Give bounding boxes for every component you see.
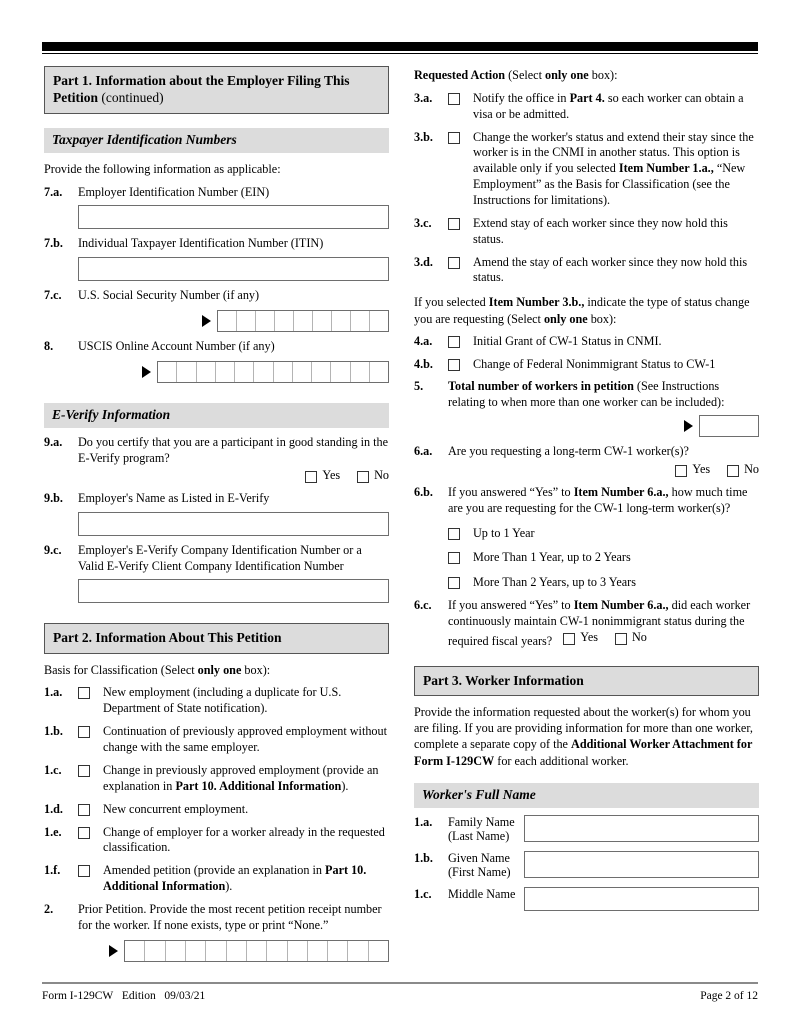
- comb-cell[interactable]: [218, 311, 237, 331]
- checkbox[interactable]: [448, 132, 460, 144]
- text-fragment-1: Part 10. Additional Information: [175, 778, 342, 793]
- text-fragment-0: Amended petition (provide an explanation in: [103, 863, 326, 878]
- item-6b-number: 6.b.: [414, 484, 433, 499]
- item-7a: [44, 185, 389, 201]
- item-5-answer-row: [414, 415, 759, 437]
- option-label: [473, 334, 759, 350]
- comb-cell[interactable]: [177, 362, 196, 382]
- text-fragment-2: indicate the type of status change you are requesting (Select: [414, 295, 750, 326]
- item-6c-no-label: No: [632, 629, 647, 644]
- everify-section-header: E-Verify Information: [44, 403, 389, 428]
- item-9a-body: [78, 435, 389, 484]
- item-8: [44, 339, 389, 355]
- comb-cell[interactable]: [158, 362, 177, 382]
- comb-cell[interactable]: [227, 941, 247, 961]
- comb-cell[interactable]: [312, 362, 331, 382]
- comb-cell[interactable]: [293, 362, 312, 382]
- option-1d: [44, 802, 389, 818]
- option-label: [103, 802, 389, 818]
- item-7c-label: U.S. Social Security Number (if any): [78, 288, 260, 303]
- text-fragment-0: Total number of workers in petition: [448, 379, 634, 394]
- comb-cell[interactable]: [370, 362, 388, 382]
- footer-edition-label: Edition: [121, 990, 156, 1002]
- text-fragment-0: Provide the information requested about the worker(s) for whom you are filing. If you are providing information for more than one worker, complete a separate copy of the: [414, 704, 753, 752]
- choice-label: More Than 1 Year, up to 2 Years: [473, 550, 631, 565]
- option-1e: [44, 825, 389, 857]
- item-7b-label: Individual Taxpayer Identification Number (ITIN): [78, 236, 324, 251]
- item-9a-yes-label: Yes: [322, 467, 341, 482]
- item-7b-number: 7.b.: [44, 236, 63, 251]
- itin-input[interactable]: [78, 257, 389, 281]
- text-fragment-1: Item Number 6.a.,: [573, 484, 669, 499]
- option-number: 1.f.: [44, 863, 61, 878]
- text-fragment-0: New employment (including a duplicate for U.S. Department of State notification).: [103, 685, 342, 716]
- worker-name-input[interactable]: [524, 815, 759, 842]
- part-3-intro: [414, 704, 759, 769]
- text-fragment-2: ).: [341, 778, 349, 793]
- worker-name-input[interactable]: [524, 887, 759, 911]
- item-9a-no-checkbox[interactable]: [357, 471, 369, 483]
- option-3d: [414, 255, 759, 287]
- item-7c-comb-row: [44, 310, 389, 332]
- text-fragment-0: New concurrent employment.: [103, 801, 249, 816]
- comb-cell[interactable]: [328, 941, 348, 961]
- option-number: 4.b.: [414, 356, 433, 371]
- item-7c-number: 7.c.: [44, 288, 62, 303]
- option-label: [103, 724, 389, 756]
- item-6c-body: [448, 598, 759, 650]
- option-3b: [414, 130, 759, 209]
- option-body: [78, 685, 389, 717]
- requested-action-heading: [414, 68, 759, 84]
- comb-cell[interactable]: [288, 941, 308, 961]
- option-label: [473, 91, 759, 123]
- option-number: 1.b.: [44, 724, 63, 739]
- item-6c: [414, 598, 759, 650]
- basis-for-classification-options: [44, 685, 389, 894]
- text-fragment-2: did each worker continuously maintain CW-1 nonimmigrant status during the required fiscal years?: [448, 598, 751, 648]
- footer-form-info: [42, 990, 205, 1002]
- checkbox[interactable]: [448, 257, 460, 269]
- taxpayer-intro: Provide the following information as applicable:: [44, 161, 281, 176]
- option-label: [103, 863, 389, 895]
- option-label: [473, 255, 759, 287]
- arrow-right-icon: [142, 366, 151, 378]
- taxpayer-section-header: Taxpayer Identification Numbers: [44, 128, 389, 153]
- item-7a-label: Employer Identification Number (EIN): [78, 184, 270, 199]
- option-body: [448, 357, 759, 373]
- option-number: 1.c.: [44, 762, 62, 777]
- prior-petition-receipt-comb-input[interactable]: [124, 940, 389, 962]
- item-6b-text: [448, 485, 759, 517]
- footer-rule: [42, 982, 758, 984]
- arrow-right-icon: [684, 420, 693, 432]
- comb-cell[interactable]: [237, 311, 256, 331]
- text-fragment-0: If you answered “Yes” to: [448, 484, 574, 499]
- item-6a-yes-label: Yes: [692, 462, 711, 477]
- option-body: [448, 255, 759, 287]
- checkbox[interactable]: [78, 765, 90, 777]
- option-body: [448, 216, 759, 248]
- checkbox[interactable]: [448, 93, 460, 105]
- comb-cell[interactable]: [247, 941, 267, 961]
- row-label-line1: Given Name: [448, 850, 510, 865]
- comb-cell[interactable]: [206, 941, 226, 961]
- part-2-header: Part 2. Information About This Petition: [44, 623, 389, 653]
- item-5-text: [448, 379, 759, 411]
- item-6a-number: 6.a.: [414, 444, 433, 459]
- row-label-line1: Family Name: [448, 815, 515, 830]
- item-9c-label: Employer's E-Verify Company Identification Number or a Valid E-Verify Client Company Identification Number: [78, 542, 362, 573]
- option-number: 1.d.: [44, 801, 63, 816]
- comb-cell[interactable]: [313, 311, 332, 331]
- option-number: 3.c.: [414, 215, 432, 230]
- text-fragment-1: Item Number 6.a.,: [573, 598, 669, 613]
- comb-cell[interactable]: [351, 311, 370, 331]
- text-fragment-2: for each additional worker.: [494, 753, 629, 768]
- left-column: [44, 66, 389, 962]
- requested-action-options: [414, 91, 759, 286]
- item-5-number: 5.: [414, 379, 424, 394]
- choice-label: Up to 1 Year: [473, 525, 535, 540]
- item-9a-number: 9.a.: [44, 435, 63, 450]
- item-9c-number: 9.c.: [44, 542, 62, 557]
- text-fragment-1: Item Number 3.b.,: [488, 295, 585, 310]
- option-3a: [414, 91, 759, 123]
- comb-cell[interactable]: [186, 941, 206, 961]
- arrow-right-icon: [202, 315, 211, 327]
- checkbox[interactable]: [448, 528, 460, 540]
- option-1c: [44, 763, 389, 795]
- comb-cell[interactable]: [331, 362, 350, 382]
- text-fragment-3: only one: [543, 311, 588, 326]
- page-top-rule: [42, 42, 758, 51]
- item-9a-yesno: [78, 468, 389, 484]
- text-fragment-0: Change in previously approved employment (provide an explanation in: [103, 762, 379, 793]
- comb-cell[interactable]: [308, 941, 328, 961]
- item-6a-label: Are you requesting a long-term CW-1 worker(s)?: [448, 444, 689, 459]
- worker-name-rows: [414, 815, 759, 911]
- item-6c-yes-checkbox[interactable]: [563, 633, 575, 645]
- option-body: [78, 802, 389, 818]
- item-6b-choices: [414, 526, 759, 592]
- comb-cell[interactable]: [166, 941, 186, 961]
- item-6b-choice-3: [448, 575, 759, 591]
- row-label-line2: (First Name): [448, 865, 511, 880]
- comb-cell[interactable]: [348, 941, 368, 961]
- footer-form-number: Form I-129CW: [42, 990, 114, 1002]
- requested-action-em: only one: [545, 68, 589, 82]
- part-2-intro: [44, 663, 389, 679]
- comb-cell[interactable]: [197, 362, 216, 382]
- item-6c-no-checkbox[interactable]: [615, 633, 627, 645]
- part-1-continued: (continued): [101, 90, 164, 106]
- page-top-rule-thin: [42, 53, 758, 54]
- comb-cell[interactable]: [256, 311, 275, 331]
- item-7a-number: 7.a.: [44, 184, 63, 199]
- item-9a: [44, 435, 389, 484]
- item-8-number: 8.: [44, 339, 54, 354]
- comb-cell[interactable]: [369, 941, 388, 961]
- comb-cell[interactable]: [274, 362, 293, 382]
- part-2-intro-pre: Basis for Classification (Select: [44, 662, 198, 677]
- text-fragment-4: box):: [587, 311, 617, 326]
- checkbox[interactable]: [448, 552, 460, 564]
- item-9a-yes-checkbox[interactable]: [305, 471, 317, 483]
- item-6a-yesno: [448, 462, 759, 478]
- worker-name-input[interactable]: [524, 851, 759, 878]
- item-9c-field-wrap: [78, 579, 389, 603]
- item-6c-yes-label: Yes: [580, 629, 598, 644]
- part-2-intro-post: box):: [241, 662, 271, 677]
- text-fragment-0: Amend the stay of each worker since they now hold this status.: [473, 254, 748, 285]
- choice-label: More Than 2 Years, up to 3 Years: [473, 575, 636, 590]
- checkbox[interactable]: [78, 726, 90, 738]
- item-9a-label: Do you certify that you are a participant in good standing in the E-Verify program?: [78, 435, 389, 466]
- text-fragment-0: Change of employer for a worker already in the requested classification.: [103, 824, 385, 855]
- part-1-header: [44, 66, 389, 114]
- checkbox[interactable]: [78, 804, 90, 816]
- checkbox[interactable]: [448, 359, 460, 371]
- item-9b-number: 9.b.: [44, 490, 63, 505]
- option-label: [103, 763, 389, 795]
- item-2-text: [78, 902, 389, 934]
- text-fragment-0: Initial Grant of CW-1 Status in CNMI.: [473, 333, 662, 348]
- text-fragment-2: “New Employment” as the Basis for Classification (see the Instructions for limitations).: [473, 161, 746, 208]
- item-8-label: USCIS Online Account Number (if any): [78, 339, 275, 354]
- option-label: [473, 130, 759, 209]
- text-fragment-0: Extend stay of each worker since they now hold this status.: [473, 215, 728, 246]
- comb-cell[interactable]: [254, 362, 273, 382]
- item-5: [414, 379, 759, 411]
- option-body: [78, 763, 389, 795]
- option-number: 3.b.: [414, 129, 433, 144]
- text-fragment-0: Change the worker's status and extend their stay since the worker is in the CNMI in another status. This option is available only if you selected: [473, 129, 754, 176]
- item-6a-no-label: No: [744, 462, 759, 477]
- item-7a-field-wrap: [78, 205, 389, 229]
- worker-name-row-1c: [414, 887, 759, 911]
- option-1b: [44, 724, 389, 756]
- comb-cell[interactable]: [145, 941, 165, 961]
- row-label-line1: Middle Name: [448, 886, 516, 901]
- option-label: [103, 685, 389, 717]
- option-number: 3.a.: [414, 90, 433, 105]
- item-2-number: 2.: [44, 901, 54, 916]
- total-workers-input[interactable]: [699, 415, 759, 437]
- option-label: [103, 825, 389, 857]
- worker-name-row-1a: [414, 815, 759, 844]
- option-label: [473, 357, 759, 373]
- text-fragment-0: Prior Petition. Provide the most recent petition receipt number for the worker. If none exists, type or print “None.”: [78, 901, 382, 932]
- text-fragment-1: Item Number 1.a.,: [618, 161, 714, 176]
- comb-cell[interactable]: [332, 311, 351, 331]
- comb-cell[interactable]: [351, 362, 370, 382]
- requested-action-post: box):: [588, 68, 618, 82]
- item-6b: [414, 485, 759, 517]
- text-fragment-1: (See Instructions relating to when more than one worker can be included):: [448, 379, 725, 410]
- row-number: 1.b.: [414, 850, 433, 865]
- comb-cell[interactable]: [125, 941, 145, 961]
- row-label-line2: (Last Name): [448, 829, 510, 844]
- item-7c: [44, 288, 389, 304]
- uscis-account-comb-input[interactable]: [157, 361, 389, 383]
- option-number: 1.a.: [44, 685, 63, 700]
- option-1a: [44, 685, 389, 717]
- text-fragment-0: If you answered “Yes” to: [448, 598, 574, 613]
- item-6b-choice-1: [448, 526, 759, 542]
- status-change-options: [414, 334, 759, 373]
- option-body: [448, 130, 759, 209]
- row-number: 1.a.: [414, 815, 433, 830]
- item-6c-number: 6.c.: [414, 598, 432, 613]
- footer-page-number: Page 2 of 12: [700, 990, 758, 1002]
- part-1-title: Part 1. Information about the Employer Filing This Petition: [53, 73, 350, 106]
- item-9c: [44, 543, 389, 575]
- ein-input[interactable]: [78, 205, 389, 229]
- right-column: [414, 66, 759, 911]
- text-fragment-2: ).: [225, 879, 233, 894]
- option-number: 4.a.: [414, 333, 433, 348]
- item-9b-label: Employer's Name as Listed in E-Verify: [78, 490, 270, 505]
- text-fragment-1: Part 10. Additional Information: [103, 863, 367, 894]
- item-7b-field-wrap: [78, 257, 389, 281]
- checkbox[interactable]: [448, 218, 460, 230]
- requested-action-pre: (Select: [505, 68, 546, 82]
- option-number: 1.e.: [44, 824, 62, 839]
- option-number: 3.d.: [414, 254, 433, 269]
- item-2-comb-row: [44, 940, 389, 962]
- row-number: 1.c.: [414, 886, 432, 901]
- checkbox[interactable]: [448, 577, 460, 589]
- option-1f: [44, 863, 389, 895]
- item-8-comb-row: [44, 361, 389, 383]
- option-body: [448, 334, 759, 350]
- option-4b: [414, 357, 759, 373]
- everify-company-id-input[interactable]: [78, 579, 389, 603]
- footer-edition-date: 09/03/21: [164, 990, 206, 1002]
- option-body: [78, 724, 389, 756]
- checkbox[interactable]: [78, 827, 90, 839]
- text-fragment-1: Part 4.: [569, 90, 605, 105]
- item-6a: [414, 444, 759, 478]
- row-label: [448, 887, 524, 901]
- text-fragment-0: Continuation of previously approved employment without change with the same employer.: [103, 724, 387, 755]
- item-6b-choice-2: [448, 550, 759, 566]
- option-body: [78, 863, 389, 895]
- option-4a: [414, 334, 759, 350]
- comb-cell[interactable]: [267, 941, 287, 961]
- comb-cell[interactable]: [370, 311, 388, 331]
- worker-full-name-header: Worker's Full Name: [414, 783, 759, 808]
- checkbox[interactable]: [78, 687, 90, 699]
- option-label: [473, 216, 759, 248]
- item-6c-yesno: [563, 630, 647, 646]
- text-fragment-0: Change of Federal Nonimmigrant Status to CW-1: [473, 356, 716, 371]
- item-6a-no-checkbox[interactable]: [727, 465, 739, 477]
- option-body: [448, 91, 759, 123]
- arrow-right-icon: [109, 945, 118, 957]
- option-3c: [414, 216, 759, 248]
- checkbox[interactable]: [448, 336, 460, 348]
- text-fragment-2: so each worker can obtain a visa or be admitted.: [473, 90, 744, 121]
- item-6a-body: [448, 444, 759, 478]
- row-label: [448, 815, 524, 844]
- item-9b: [44, 491, 389, 507]
- part-3-header: Part 3. Worker Information: [414, 666, 759, 696]
- text-fragment-2: how much time are you are requesting for the CW-1 long-term worker(s)?: [448, 484, 748, 515]
- requested-action-title: Requested Action: [414, 68, 506, 82]
- item-9a-no-label: No: [374, 467, 389, 482]
- checkbox[interactable]: [78, 865, 90, 877]
- worker-name-row-1b: [414, 851, 759, 880]
- comb-cell[interactable]: [275, 311, 294, 331]
- text-fragment-1: Additional Worker Attachment for Form I-129CW: [414, 737, 753, 768]
- everify-employer-name-input[interactable]: [78, 512, 389, 536]
- item-9b-field-wrap: [78, 512, 389, 536]
- part-2-intro-bold: only one: [197, 662, 242, 677]
- page-footer: [42, 990, 758, 1002]
- item-6a-yes-checkbox[interactable]: [675, 465, 687, 477]
- text-fragment-0: If you selected: [414, 295, 489, 310]
- option-body: [78, 825, 389, 857]
- item-7b: [44, 236, 389, 252]
- comb-cell[interactable]: [216, 362, 235, 382]
- comb-cell[interactable]: [235, 362, 254, 382]
- comb-cell[interactable]: [294, 311, 313, 331]
- status-change-intro: [414, 294, 759, 326]
- row-label: [448, 851, 524, 880]
- text-fragment-0: Notify the office in: [473, 90, 570, 105]
- ssn-comb-input[interactable]: [217, 310, 389, 332]
- item-2: [44, 902, 389, 934]
